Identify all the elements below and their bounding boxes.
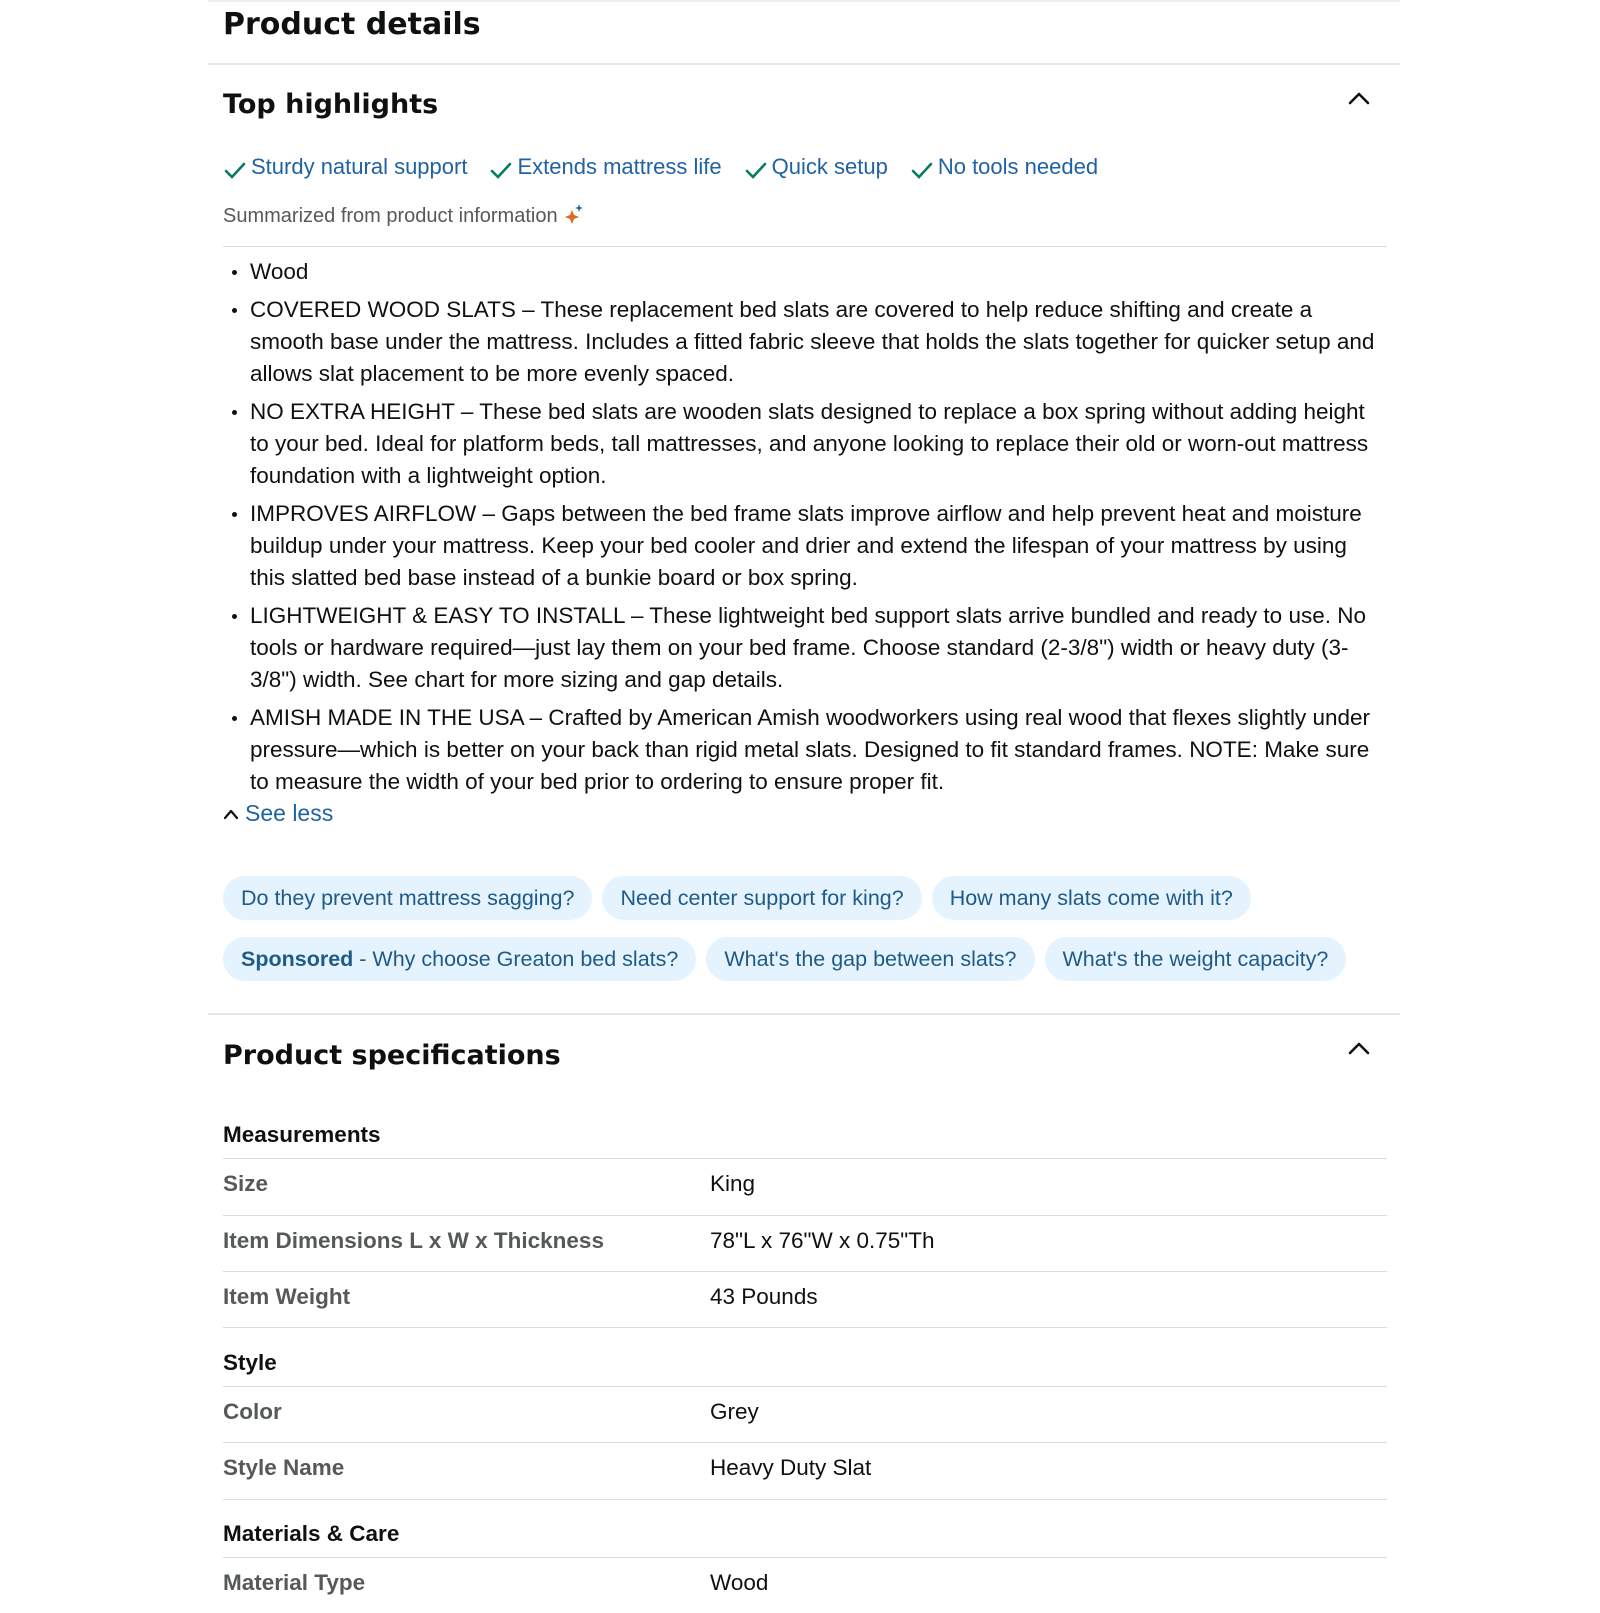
product-details-panel: [208, 0, 1400, 1600]
highlight-item: [744, 153, 888, 181]
sponsored-question-chip[interactable]: [223, 937, 696, 981]
check-icon: [910, 159, 934, 181]
check-icon: [744, 159, 768, 181]
question-chip[interactable]: Need center support for king?: [602, 876, 921, 920]
question-chip[interactable]: What's the gap between slats?: [706, 937, 1034, 981]
spec-row: [223, 1442, 1387, 1498]
spec-row: [223, 1557, 1387, 1613]
divider: [223, 246, 1387, 247]
spec-group-heading: Measurements: [223, 1122, 381, 1147]
sponsored-label: Sponsored: [241, 947, 354, 971]
question-chip[interactable]: How many slats come with it?: [932, 876, 1251, 920]
sponsored-question-text: - Why choose Greaton bed slats?: [353, 947, 679, 971]
highlight-label: Extends mattress life: [517, 154, 722, 179]
top-border: [208, 0, 1400, 2]
spec-row: [223, 1271, 1387, 1327]
highlight-item: [223, 153, 467, 181]
spec-value: Heavy Duty Slat: [710, 1455, 872, 1480]
feature-bullet: AMISH MADE IN THE USA – Crafted by American Amish woodworkers using real wood that flexes slightly under pressure—which is better on your back than rigid metal slats. Designed to fit standard frames. NOTE: Make sure to measure the width of your bed prior to ordering to ensure proper fit.: [223, 702, 1387, 798]
spec-key: Style Name: [223, 1455, 345, 1480]
divider: [208, 1013, 1400, 1015]
spec-row: [223, 1215, 1387, 1271]
question-chips-row: [223, 876, 1261, 920]
collapse-highlights-button[interactable]: [1348, 90, 1366, 108]
highlight-label: No tools needed: [937, 154, 1099, 179]
summary-note-text: Summarized from product information: [223, 205, 558, 227]
check-icon: [223, 159, 247, 181]
see-less-label: See less: [245, 800, 334, 826]
divider: [208, 63, 1400, 65]
question-chip[interactable]: Do they prevent mattress sagging?: [223, 876, 592, 920]
page-title: Product details: [223, 7, 481, 42]
spec-row: [223, 1158, 1387, 1214]
spec-key: Item Weight: [223, 1284, 351, 1309]
collapse-specifications-button[interactable]: [1348, 1040, 1366, 1058]
spec-key: Color: [223, 1399, 282, 1424]
highlight-label: Sturdy natural support: [251, 154, 468, 179]
feature-bullet: LIGHTWEIGHT & EASY TO INSTALL – These lightweight bed support slats arrive bundled and ready to use. No tools or hardware required—just lay them on your bed frame. Choose standard (2-3/8") width or heavy duty (3-3/8") width. See chart for more sizing and gap details.: [223, 600, 1387, 696]
spec-value: 78"L x 76"W x 0.75"Th: [710, 1228, 935, 1253]
spec-row: [223, 1386, 1387, 1442]
top-highlights-title: Top highlights: [223, 89, 439, 120]
feature-bullet: IMPROVES AIRFLOW – Gaps between the bed frame slats improve airflow and help prevent heat and moisture buildup under your mattress. Keep your bed cooler and drier and extend the lifespan of your mattress by using this slatted bed base instead of a bunkie board or box spring.: [223, 498, 1387, 594]
question-chips-row: [223, 937, 1373, 981]
chevron-up-icon: [1348, 90, 1370, 106]
feature-bullet: NO EXTRA HEIGHT – These bed slats are wooden slats designed to replace a box spring without adding height to your bed. Ideal for platform beds, tall mattresses, and anyone looking to replace their old or worn-out mattress foundation with a lightweight option.: [223, 396, 1387, 492]
summary-note: [223, 205, 584, 228]
spec-key: Item Dimensions L x W x Thickness: [223, 1228, 604, 1253]
spec-group-heading: Style: [223, 1350, 277, 1375]
sparkle-icon: [564, 204, 584, 224]
highlight-list: [223, 151, 1120, 183]
spec-key: Size: [223, 1171, 269, 1196]
spec-key: Material Type: [223, 1570, 366, 1595]
spec-group-heading: Materials & Care: [223, 1521, 400, 1546]
highlight-item: [489, 153, 721, 181]
feature-bullet-list: [223, 256, 1387, 804]
feature-bullet: COVERED WOOD SLATS – These replacement bed slats are covered to help reduce shifting and create a smooth base under the mattress. Includes a fitted fabric sleeve that holds the slats together for quicker setup and allows slat placement to be more evenly spaced.: [223, 294, 1387, 390]
see-less-link[interactable]: [223, 800, 333, 827]
spec-value: 43 Pounds: [710, 1284, 818, 1309]
highlight-label: Quick setup: [771, 154, 888, 179]
product-specifications-title: Product specifications: [223, 1040, 561, 1071]
spec-value: Grey: [710, 1399, 759, 1424]
feature-bullet: Wood: [223, 256, 1387, 288]
spec-value: Wood: [710, 1570, 769, 1595]
chevron-up-icon: [1348, 1040, 1370, 1056]
divider: [223, 1327, 1387, 1328]
question-chip[interactable]: What's the weight capacity?: [1045, 937, 1347, 981]
check-icon: [489, 159, 513, 181]
highlight-item: [910, 153, 1098, 181]
spec-value: King: [710, 1171, 756, 1196]
question-chips-scroller[interactable]: [223, 937, 1373, 985]
divider: [223, 1499, 1387, 1500]
chevron-up-icon: [223, 808, 239, 820]
